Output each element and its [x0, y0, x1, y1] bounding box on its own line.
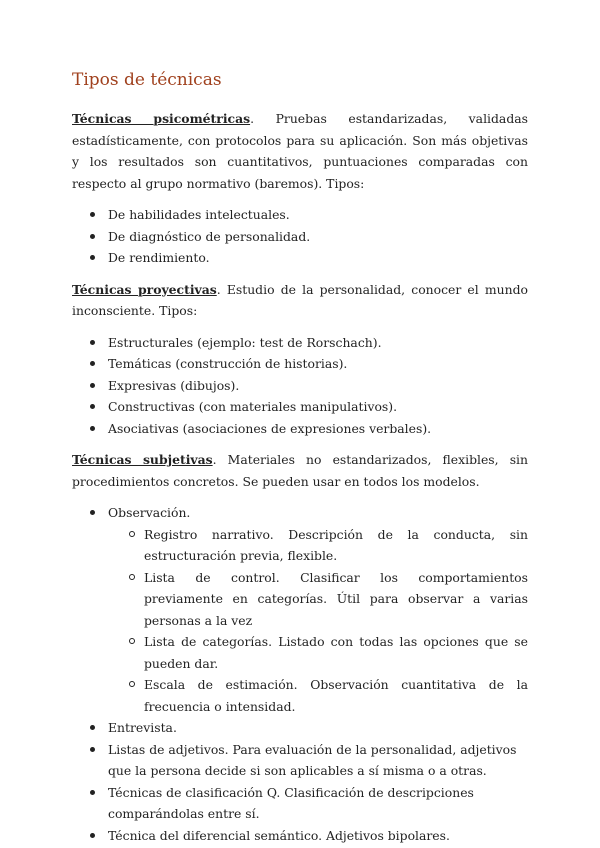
section-subjetivas-paragraph	[72, 449, 528, 492]
page-title: Tipos de técnicas	[72, 70, 222, 90]
list-item	[72, 353, 528, 375]
list-item-text: Estructurales (ejemplo: test de Rorschach).	[108, 334, 382, 350]
bullet-icon	[90, 426, 95, 431]
description-subjetivas: . Materiales no estandarizados, flexibles, sin procedimientos concretos. Se pueden usar en todos los modelos.	[72, 452, 528, 489]
list-item-text: Observación.	[108, 505, 191, 520]
list-item	[72, 717, 528, 739]
term-psicometricas: Técnicas psicométricas	[72, 111, 251, 126]
list-item	[72, 204, 528, 226]
list-item-text: De diagnóstico de personalidad.	[108, 228, 311, 244]
circle-bullet-icon	[129, 638, 135, 644]
list-proyectivas	[72, 332, 528, 440]
list-item-text: Listas de adjetivos. Para evaluación de la personalidad, adjetivos que la persona decide si son aplicables a sí misma o a otras.	[108, 741, 517, 778]
bullet-icon	[90, 404, 95, 409]
list-item-text: Expresivas (dibujos).	[108, 377, 240, 393]
list-item-text: Entrevista.	[108, 720, 177, 735]
section-proyectivas-paragraph	[72, 279, 528, 322]
sublist-item	[108, 567, 528, 632]
bullet-icon	[90, 510, 95, 515]
bullet-icon	[90, 340, 95, 345]
list-psicometricas	[72, 204, 528, 269]
sublist-item	[108, 524, 528, 567]
term-proyectivas: Técnicas proyectivas	[72, 281, 217, 297]
bullet-icon	[90, 383, 95, 388]
sublist-item	[108, 631, 528, 674]
list-item	[72, 332, 528, 354]
circle-bullet-icon	[129, 574, 135, 580]
bullet-icon	[90, 361, 95, 366]
list-item	[72, 739, 528, 782]
list-item	[72, 782, 528, 825]
list-item-text: Constructivas (con materiales manipulativos).	[108, 399, 398, 414]
list-item	[72, 396, 528, 418]
term-subjetivas: Técnicas subjetivas	[72, 452, 213, 467]
list-item-observacion	[72, 502, 528, 717]
bullet-icon	[90, 833, 95, 838]
sublist-observacion	[108, 524, 528, 718]
circle-bullet-icon	[129, 531, 135, 537]
bullet-icon	[90, 234, 95, 239]
description-psicometricas: . Pruebas estandarizadas, validadas estadísticamente, con protocolos para su aplicación. Son más objetivas y los resultados son cuantitativos, puntuaciones comparadas con respecto al grupo normativo (baremos). Tipos:	[72, 111, 528, 191]
sublist-item-text: Registro narrativo. Descripción de la conducta, sin estructuración previa, flexible.	[144, 526, 528, 563]
list-item-text: Asociativas (asociaciones de expresiones verbales).	[108, 420, 432, 436]
list-item	[72, 375, 528, 397]
list-item-text: Temáticas (construcción de historias).	[108, 356, 348, 371]
sublist-item-text: Lista de categorías. Listado con todas las opciones que se pueden dar.	[144, 634, 528, 671]
list-item	[72, 226, 528, 248]
list-item	[72, 418, 528, 440]
bullet-icon	[90, 747, 95, 752]
bullet-icon	[90, 212, 95, 217]
description-proyectivas: . Estudio de la personalidad, conocer el mundo inconsciente. Tipos:	[72, 281, 528, 318]
list-subjetivas	[72, 502, 528, 846]
sublist-item-text: Lista de control. Clasificar los comportamientos previamente en categorías. Útil para observar a varias personas a la vez	[144, 569, 528, 628]
list-item-text: De habilidades intelectuales.	[108, 207, 290, 222]
section-psicometricas-paragraph	[72, 108, 528, 194]
list-item-text: Técnica del diferencial semántico. Adjetivos bipolares.	[108, 827, 450, 843]
sublist-item	[108, 674, 528, 717]
list-item	[72, 825, 528, 847]
bullet-icon	[90, 725, 95, 730]
circle-bullet-icon	[129, 681, 135, 687]
bullet-icon	[90, 255, 95, 260]
list-item-text: Técnicas de clasificación Q. Clasificación de descripciones comparándolas entre sí.	[108, 784, 474, 821]
sublist-item-text: Escala de estimación. Observación cuantitativa de la frecuencia o intensidad.	[144, 677, 528, 714]
list-item-text: De rendimiento.	[108, 250, 210, 265]
list-item	[72, 247, 528, 269]
bullet-icon	[90, 790, 95, 795]
